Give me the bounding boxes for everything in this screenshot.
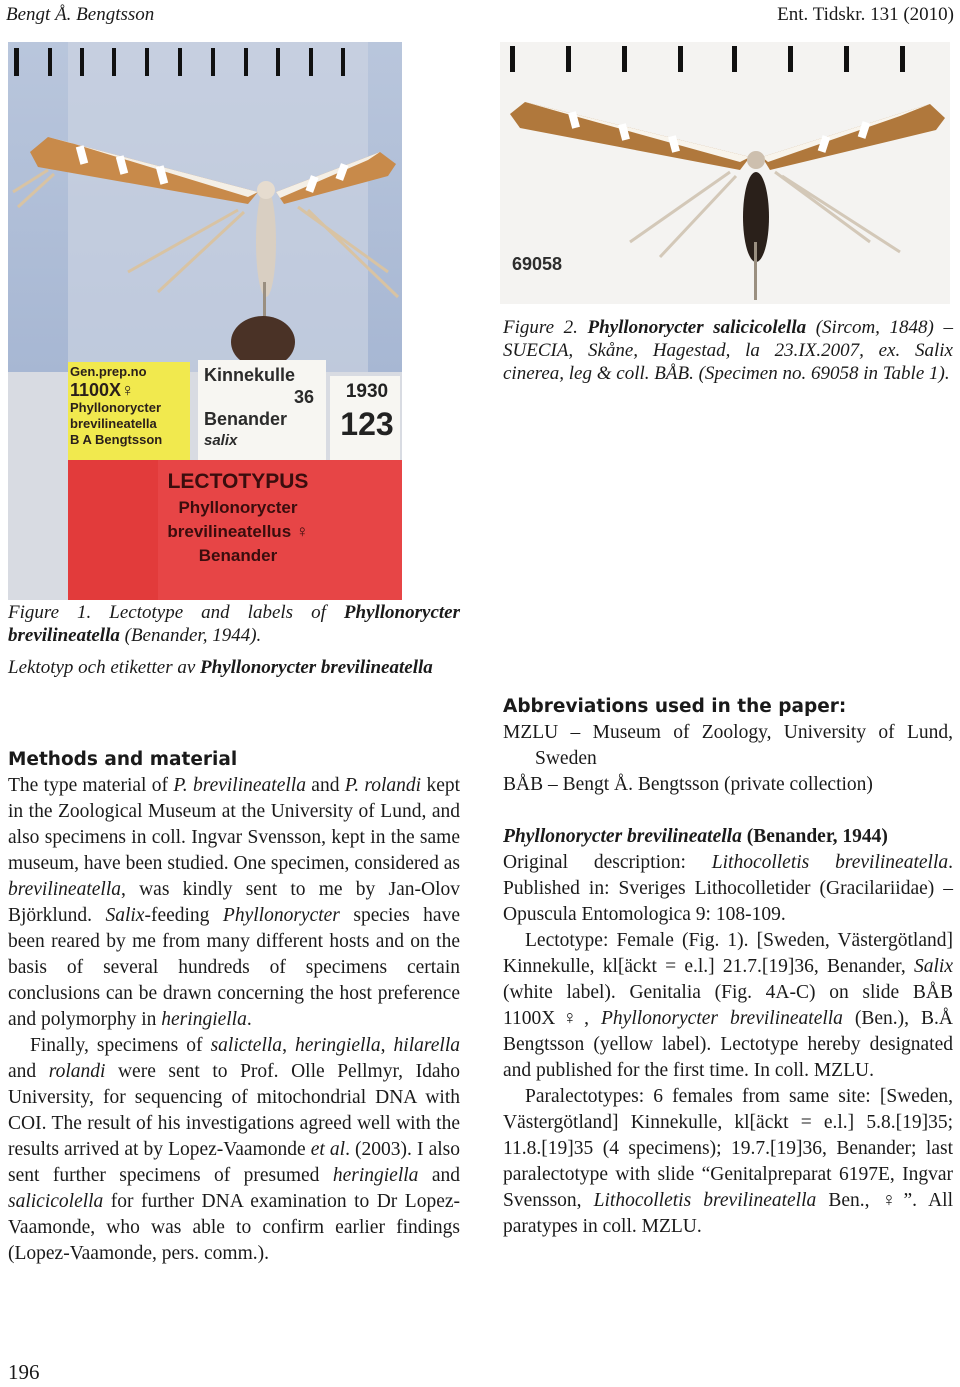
year-label-line: 123 — [340, 406, 394, 442]
text-run: , was kindly sent to me by Jan-Olov Björklund. — [8, 879, 460, 926]
text-run: Salix — [105, 905, 145, 926]
page-number: 196 — [8, 1360, 40, 1384]
lectotype-paragraph — [503, 928, 953, 1084]
text-run: Phyllonorycter — [222, 905, 340, 926]
text-run: P. brevilineatella — [173, 775, 306, 796]
methods-heading: Methods and material — [8, 749, 238, 770]
figure-2-image — [500, 42, 950, 304]
species-section — [503, 824, 953, 1240]
text-run: Lectotype: Female (Fig. 1). [Sweden, Västergötland] Kinnekulle, kl[äckt = e.l.] 21.7.[19]36, Benander, — [503, 930, 953, 977]
genprep-label-line: B A Bengtsson — [70, 432, 163, 447]
text-run: Phyllonorycter brevilineatella — [601, 1008, 843, 1029]
text-run: The type material of — [8, 775, 174, 796]
text-run: rolandi — [48, 1061, 106, 1082]
text-run: Finally, specimens of — [30, 1035, 211, 1056]
abbreviations-heading: Abbreviations used in the paper: — [503, 696, 847, 717]
genprep-label-line: 1100X♀ — [70, 380, 135, 400]
text-run: and — [418, 1165, 460, 1186]
genprep-label-line: Phyllonorycter — [70, 400, 162, 415]
abbreviations-section — [503, 694, 953, 798]
text-run: species have been reared by me from many different hosts and on the basis of several hundreds of specimens certain conclusions can be drawn concerning the host preference and polymorphy in — [8, 905, 460, 1030]
caption-prefix: Figure 2. — [503, 317, 588, 338]
lectotype-label-line: Phyllonorycter — [178, 498, 298, 517]
text-run: salictella — [210, 1035, 283, 1056]
genprep-label-line: brevilineatella — [70, 416, 157, 431]
genprep-label-line: Gen.prep.no — [70, 364, 147, 379]
running-head-journal: Ent. Tidskr. 131 (2010) — [777, 4, 954, 25]
abbreviation-bab: BÅB – Bengt Å. Bengtsson (private collection) — [503, 774, 873, 795]
locality-label — [204, 364, 324, 452]
text-run: . (2003). I also sent further specimens of presumed — [8, 1139, 460, 1186]
caption-text: (Benander, 1944). — [119, 625, 262, 646]
species-heading — [503, 824, 953, 850]
text-run: Lithocolletis brevilineatella — [593, 1190, 817, 1211]
original-description — [503, 850, 953, 928]
species-name: Phyllonorycter brevilineatella — [503, 826, 742, 847]
specimen-number-label: 69058 — [512, 254, 563, 274]
text-run: heringiella — [332, 1165, 419, 1186]
text-run: hilarella — [393, 1035, 460, 1056]
text-run: brevilineatella — [8, 879, 121, 900]
lectotype-label — [108, 468, 368, 568]
text-run: for further DNA examination to Dr Lopez-Vaamonde, who was able to confirm earlier findings (Lopez-Vaamonde, pers. comm.). — [8, 1191, 460, 1264]
text-run: (Ben.), B.Å Bengtsson (yellow label). Lectotype hereby designated and published for the first time. In coll. MZLU. — [503, 1008, 953, 1081]
text-run: . Published in: Sveriges Lithocolletider (Gracilariidae) – Opuscula Entomologica 9: 108-109. — [503, 852, 953, 925]
text-run: -feeding — [144, 905, 223, 926]
text-run: heringiella — [295, 1035, 381, 1056]
text-run: Original description: — [503, 852, 712, 873]
year-label — [336, 380, 398, 444]
caption-species: Phyllonorycter salicicolella — [587, 317, 807, 338]
figure-2-caption — [503, 316, 953, 385]
text-run: Paralectotypes: 6 females from same site: [Sweden, Västergötland] Kinnekulle, kl[äckt = e.l.] 5.8.[19]35; 11.8.[19]35 (4 specimens); 19.7.[19]36, Benander; last paralectotype with slide “Genitalpreparat 6197E, Ingvar Svensson, — [503, 1086, 953, 1211]
methods-section — [8, 747, 460, 1267]
text-run: and — [305, 775, 345, 796]
locality-label-line: 36 — [293, 387, 314, 407]
caption-prefix: Figure 1. Lectotype and labels of — [8, 602, 344, 623]
text-run: , — [282, 1035, 296, 1056]
text-run: Salix — [914, 956, 953, 977]
caption-species: Phyllonorycter brevilineatella — [200, 657, 433, 678]
genprep-label — [70, 364, 188, 448]
figure-1-photo — [8, 42, 402, 600]
text-run: P. rolandi — [344, 775, 422, 796]
text-run: . — [246, 1009, 252, 1030]
text-run: kept in the Zoological Museum at the University of Lund, and also specimens in coll. Ingvar Svensson, kept in the same museum, have been studied. One specimen, considered as — [8, 775, 461, 874]
running-head-author: Bengt Å. Bengtsson — [6, 4, 155, 25]
year-label-line: 1930 — [345, 381, 389, 402]
text-run: and — [8, 1061, 49, 1082]
text-run: were sent to Prof. Olle Pellmyr, Idaho University, for sequencing of mitochondrial DNA with COI. The result of his investigations agreed well with the results arrived at by Lopez-Vaamonde — [8, 1061, 460, 1160]
text-run: et al — [310, 1139, 346, 1160]
locality-label-line: Kinnekulle — [204, 365, 296, 385]
methods-paragraph-1 — [8, 773, 460, 1033]
text-run: , — [380, 1035, 394, 1056]
text-run: (white label). Genitalia (Fig. 4A-C) on slide BÅB 1100X♀, — [503, 982, 953, 1029]
text-run: salicicolella — [8, 1191, 104, 1212]
figure-1-caption-swedish — [8, 656, 460, 679]
text-run: Lithocolletis brevilineatella — [711, 852, 949, 873]
text-run: heringiella — [161, 1009, 247, 1030]
lectotype-label-line: brevilineatellus ♀ — [167, 522, 309, 541]
lectotype-label-line: LECTOTYPUS — [167, 470, 309, 493]
figure-1-caption — [8, 601, 460, 647]
caption-species: Phyllonorycter brevilineatella — [8, 602, 460, 646]
caption-prefix: Lektotyp och etiketter av — [8, 657, 201, 678]
figure-2-photo — [500, 42, 950, 304]
paralectotypes-paragraph — [503, 1084, 953, 1240]
caption-text: (Sircom, 1848) – SUECIA, Skåne, Hagestad, la 23.IX.2007, ex. Salix cinerea, leg & coll. BÅB. (Specimen no. 69058 in Table 1). — [503, 317, 954, 384]
locality-label-line: salix — [204, 432, 238, 449]
locality-label-line: Benander — [204, 409, 288, 429]
text-run: Ben., ♀”. All paratypes in coll. MZLU. — [503, 1190, 953, 1237]
methods-paragraph-2 — [8, 1033, 460, 1267]
species-author: (Benander, 1944) — [746, 826, 888, 847]
abbreviation-mzlu: MZLU – Museum of Zoology, University of Lund, Sweden — [503, 722, 953, 769]
lectotype-label-line: Benander — [198, 546, 278, 565]
